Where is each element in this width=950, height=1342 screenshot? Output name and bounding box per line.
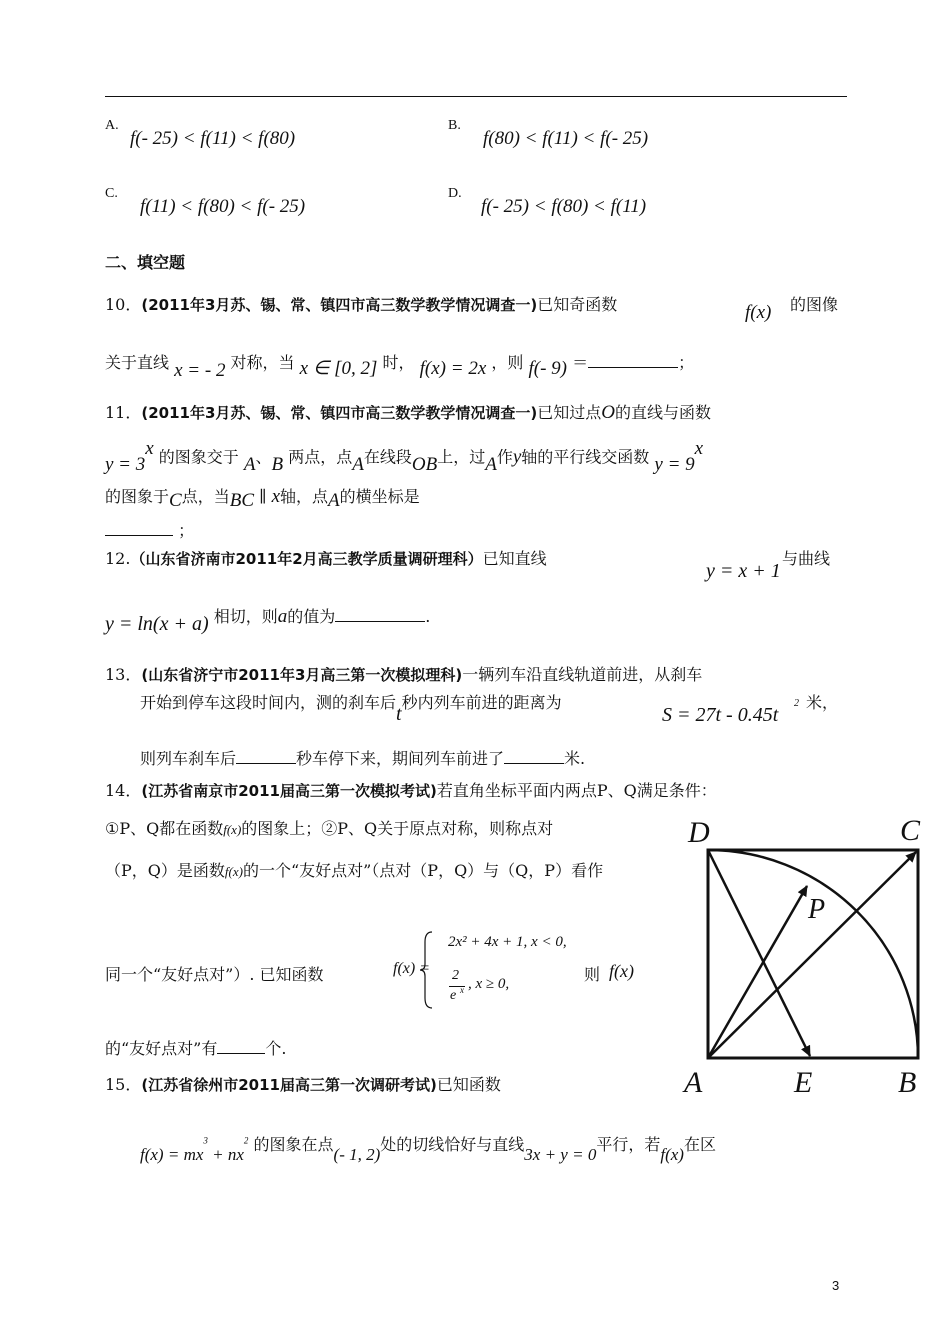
q14-text3b: 的一个“友好点对”（点对（P，Q）与（Q，P）看作 [242,861,604,880]
q11-answer-blank[interactable] [105,535,173,536]
q10-line2-b: 对称，当 [230,353,295,372]
q10-line2-a: 关于直线 [105,353,170,372]
q12-source: （山东省济南市2011年2月高三教学质量调研理科） [130,550,483,568]
q14-line5 [105,1036,286,1059]
q14-answer-blank[interactable] [217,1053,265,1054]
q10-ask: f(- 9) [528,358,567,379]
q10-text1: 已知奇函数 [537,295,618,314]
label-D: D [688,816,710,849]
q13-line2 [140,690,562,725]
q14-text2b: 的图象上；②P、Q关于原点对称，则称点对 [241,819,554,838]
q13-line1 [105,662,702,685]
q11-A: A [243,454,256,476]
q12-text2: 与曲线 [782,549,831,568]
q11-text4: 两点，点 [288,447,353,467]
q11-y: y [512,446,522,468]
q14-num: 14． [105,781,142,800]
q14-fx-3: f(x) [609,961,634,981]
q13-square: 2 [794,698,799,709]
section-title: 二、填空题 [105,253,186,272]
q14-fx-2: f(x) [224,864,243,879]
q11-source: (2011年3月苏、锡、常、镇四市高三数学教学情况调查一) [141,404,538,422]
label-A: A [684,1066,703,1099]
q15-fdef: f(x) = mx [140,1145,204,1164]
q15-num: 15． [105,1075,142,1094]
q11-OB: OB [411,454,438,476]
q15-source: (江苏省徐州市2011届高三第一次调研考试) [141,1076,437,1094]
label-B: B [898,1066,917,1099]
vector-AP [708,886,807,1058]
q15-power3: 3 [203,1135,208,1146]
q10-interval: x ∈ [0, 2] [299,358,378,379]
q13-text3: 秒内列车前进的距离为 [401,693,562,712]
q11-text6: 上，过 [437,447,486,467]
q14-text3a: （P，Q）是函数 [105,861,225,880]
brace-icon [418,930,438,1010]
q14-case2-exp: x [460,985,464,995]
q11-end: ； [178,521,195,540]
q11-y3x-exp: x [145,438,154,459]
q13-text4: 米， [806,693,839,712]
q13-blank-distance[interactable] [504,763,564,764]
q11-num: 11． [105,403,142,422]
q14-text2a: ①P、Q都在函数 [105,819,224,838]
q11-line4 [105,518,194,541]
q15-text3: 处的切线恰好与直线 [380,1135,525,1154]
q11-line3 [105,484,420,511]
q15-line: 3x + y = 0 [524,1145,597,1164]
q13-line3 [140,746,585,769]
q12-num: 12. [105,549,131,568]
q10-line1 [105,292,617,315]
q12-a: a [277,606,288,627]
header-rule [105,96,847,97]
q12-end: . [425,607,431,626]
q11-A4: A [328,490,340,511]
geometry-figure [680,806,930,1106]
q11-O: O [601,402,616,423]
q10-answer-blank[interactable] [588,367,678,368]
q11-text3: 的图象交于 [158,447,239,467]
q14-case2-tail: , x ≥ 0, [468,976,510,992]
q11-text5: 在线段 [363,447,412,467]
q12-text4: 的值为 [287,607,336,626]
q12-line1 [105,546,547,569]
q15-text1: 已知函数 [436,1075,501,1094]
vector-AC [708,852,916,1058]
q13-text6: 秒车停下来，期间列车前进了 [296,749,505,768]
q10-num: 10． [105,295,142,314]
option-d-label: D. [448,186,462,201]
q15-text5: 在区 [683,1135,716,1154]
q14-line2 [105,816,553,839]
option-b-label: B. [448,118,461,133]
q14-text4: 同一个“友好点对”）. 已知函数 [105,965,324,984]
q13-text1: 一辆列车沿直线轨道前进，从刹车 [462,665,703,684]
q10-text2: 的图像 [790,295,839,314]
q15-text2: 的图象在点 [253,1135,334,1154]
label-E: E [794,1066,813,1099]
q14-fdef: f(x) = [393,960,430,977]
option-a-label: A. [105,118,119,133]
q12-text1: 已知直线 [482,549,547,568]
q13-blank-time[interactable] [236,763,296,764]
label-C: C [900,814,921,847]
q13-t: t [396,703,402,725]
q14-line1 [105,778,717,801]
q12-answer-blank[interactable] [335,621,425,622]
q10-line2-d: ，则 [491,353,524,372]
q15-power2: 2 [243,1135,249,1146]
option-c-label: C. [105,186,118,201]
q11-y9x: y = 9 [654,454,695,476]
q11-text8: 轴的平行线交函数 [521,447,650,467]
q14-text1: 若直角坐标平面内两点P、Q满足条件： [436,781,717,800]
q14-text5: 则 [584,965,601,984]
q14-line3 [105,858,603,881]
q13-text5: 则列车刹车后 [140,749,237,768]
q10-source: (2011年3月苏、锡、常、镇四市高三数学教学情况调查一) [141,296,538,314]
q13-text2: 开始到停车这段时间内，测的刹车后 [140,693,397,712]
q11-line1 [105,400,711,424]
q11-text10: 点，当 [181,487,230,506]
q11-x: x [271,486,281,507]
q11-y3x: y = 3 [105,454,146,476]
option-b-expr: f(80) < f(11) < f(- 25) [483,128,649,149]
q13-S: S = 27t - 0.45t [662,704,779,726]
q14-source: (江苏省南京市2011届高三第一次模拟考试) [141,782,437,800]
q11-B: B [271,454,284,476]
q10-line2 [105,350,695,381]
q13-source: (山东省济宁市2011年3月高三第一次模拟理科) [141,666,463,684]
q11-text1: 已知过点 [537,403,602,422]
q11-text7: 作 [496,447,513,467]
q11-text11: 轴，点 [280,487,329,506]
q12-text3: 相切，则 [213,607,278,626]
option-a-expr: f(- 25) < f(11) < f(80) [130,128,296,149]
page-number: 3 [832,1278,840,1293]
q14-text6: 的“友好点对”有 [105,1039,218,1058]
q15-plus: + nx [207,1145,244,1164]
q13-num: 13． [105,665,142,684]
q14-text7: 个. [265,1039,287,1058]
q11-sep: 、 [255,447,272,467]
q14-fx: f(x) [223,822,242,837]
q10-eq-f: f(x) = 2x [419,358,487,379]
q11-y9x-exp: x [694,438,704,459]
q10-fx: f(x) [745,302,772,323]
q12-line: y = x + 1 [706,560,781,582]
option-c-expr: f(11) < f(80) < f(- 25) [140,196,306,217]
q11-line2 [105,438,704,476]
q11-text2: 的直线与函数 [615,403,712,422]
q12-line2 [105,604,431,635]
q15-line2 [140,1132,716,1164]
q14-case1: 2x² + 4x + 1, x < 0, [448,934,567,950]
q11-text9: 的图象于 [105,487,170,506]
q11-A2: A [352,454,364,476]
q13-text7: 米. [564,749,586,768]
q11-BC: BC [229,490,254,511]
q14-piecewise [418,930,588,1010]
q15-point: (- 1, 2) [333,1145,381,1164]
q15-text4: 平行，若 [596,1135,661,1154]
label-P: P [808,894,826,925]
q15-line1 [105,1072,501,1095]
q15-fx: f(x) [660,1145,684,1164]
option-d-expr: f(- 25) < f(80) < f(11) [481,196,647,217]
vector-DE [708,850,810,1056]
q10-end: ； [678,353,695,372]
q11-C: C [169,490,182,511]
q11-parallel: ∥ [259,487,267,506]
q10-line2-e: ＝ [572,353,589,372]
q11-A3: A [485,454,497,476]
q14-case2-den: e [450,988,457,1003]
q10-eq-x: x = - 2 [174,360,226,381]
q12-curve: y = ln(x + a) [105,613,209,635]
q11-text12: 的横坐标是 [339,487,420,506]
q14-case2-num: 2 [452,968,459,983]
q10-line2-c: 时， [382,353,415,372]
